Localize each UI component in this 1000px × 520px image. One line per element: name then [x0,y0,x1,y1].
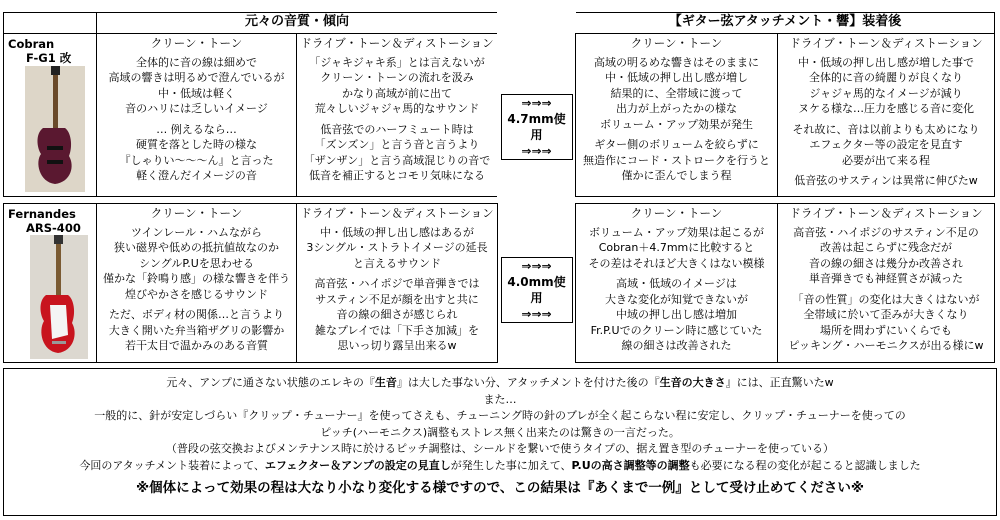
text-line: その差はそれほど大きくはない模様 [588,256,765,270]
text-line: 煌びやかさを感じるサウンド [125,287,268,301]
text-line: 若干太目で温かみのある音質 [125,339,268,352]
text-line: 大きな変化が知覚できないが [605,292,748,306]
text-line: 線の細さは改善された [621,339,732,352]
text-line: シングルP.Uを思わせる [139,256,254,270]
text-line: 中・低域の押し出し感が増した事で [798,55,974,69]
text-line: 「ズンズン」と言う音と言うより [314,138,480,151]
text-line: 必要が出て来る程 [842,153,930,167]
header-after: 【ギター弦アタッチメント・響】装着後 [575,12,995,34]
text-line: 出力が上がったかの様な [616,102,737,115]
text-line: 音のハリには乏しいイメージ [125,102,268,115]
summary-line-6: 今回のアタッチメント装着によって、エフェクター＆アンプの設定の見直しが発生した事に加えて、P.Uの高さ調整等の調整も必要になる程の変化が起こると認識しました [79,458,921,472]
summary-line-3: 一般的に、針が安定しづらい『クリップ・チューナー』を使ってさえも、チューニング時の針のブレが全く起こらない程に安定し、クリップ・チューナーを使っての [94,409,906,422]
text-line: 低音弦でのハーフミュート時は [320,122,474,136]
guitar-2-arrow: ⇒⇒⇒ 4.0mm使用 ⇒⇒⇒ [497,257,576,323]
guitar-1-orig-clean: クリーン・トーン 全体的に音の線は細めで 高域の響きは明るめで澄んでいるが 中・低域は軽く 音のハリには乏しいイメージ … 例えるなら… 硬質を落とした時の様な 『しゃりい～～～ん』と言った 軽く澄んだイメージの音 [96,33,297,197]
text-line: 雑なプレイでは「下手さ加減」を [314,323,479,337]
text-line: 「ザンザン」と言う高域混じりの音で [303,153,491,167]
guitar-1-arrow: ⇒⇒⇒ 4.7mm使用 ⇒⇒⇒ [497,94,576,160]
text-line: 音の線の細さが感じられ [336,308,458,321]
text-line: 全体的に音の線は細めで [136,55,257,69]
guitar-1-after-drive: ドライブ・トーン＆ディストーション 中・低域の押し出し感が増した事で 全体的に音の綺麗りが良くなり ジャジャ馬的なイメージが減り ヌケる様な…圧力を感じる音に変化 それ故に、音は以前よりも太めになり エフェクター等の設定を見直す 必要が出て来る程 低音弦のサスティンは異常に伸びたw [777,33,995,197]
guitar-1-orig-drive: ドライブ・トーン＆ディストーション 「ジャキジャキ系」とは言えないが クリーン・トーンの流れを汲み かなり高域が前に出て 荒々しいジャジャ馬的なサウンド 低音弦でのハーフミュート時は 「ズンズン」と言う音と言うより 「ザンザン」と言う高域混じりの音で 低音を補正するとコモリ気味になる [296,33,498,197]
text-line: 『しゃりい～～～ん』と言った [119,153,274,167]
text-line: 低音を補正するとコモリ気味になる [309,169,485,182]
disclaimer: ※個体によって効果の程は大なり小なり変化する様ですので、この結果は『あくまで一例』として受け止めてください※ [136,480,864,496]
text-line: 高域の明るめな響きはそのままに [594,55,759,69]
summary-line-1: 元々、アンプに通さない状態のエレキの『生音』は大した事ない分、アタッチメントを付けた後の『生音の大きさ』には、正直驚いたw [166,376,834,389]
guitar-1-name: Cobran F-G1 改 [8,37,72,65]
text-line: 僅かに歪んでしまう程 [621,169,732,182]
guitar-1-body [38,128,72,184]
text-line: … 例えるなら… [156,122,237,136]
text-line: 中域の押し出し感は増加 [616,308,737,321]
text-line: それ故に、音は以前よりも太めになり [792,122,980,136]
summary-line-5: （普段の弦交換およびメンテナンス時に於けるピッチ調整は、シールドを繋いで使うタイプの、据え置き型のチューナーを使っている） [165,442,835,455]
text-line: 場所を問わずにいくらでも [820,323,952,337]
name-column-top [3,12,97,34]
text-line: ツインレール・ハムながら [131,225,262,239]
guitar-2-orig-drive: ドライブ・トーン＆ディストーション 中・低域の押し出し感はあるが 3シングル・ストラトイメージの延長 と言えるサウンド 高音弦・ハイポジで単音弾きでは サスティン不足が顔を出すと共に 音の線の細さが感じられ 雑なプレイでは「下手さ加減」を 思いっ切り露呈出来るw [296,203,498,363]
text-line: ジャジャ馬的なイメージが減り [809,86,963,100]
text-line: 中・低域の押し出し感はあるが [320,225,474,239]
guitar-2-after-clean: クリーン・トーン ボリューム・アップ効果は起こるが Cobran＋4.7mmに比較すると その差はそれほど大きくはない模様 高域・低域のイメージは 大きな変化が知覚できないが 中域の押し出し感は増加 Fr.P.Uでのクリーン時に感じていた 線の細さは改善された [575,203,778,363]
text-line: 僅かな「鈴鳴り感」の様な響きを伴う [103,272,290,285]
text-line: 荒々しいジャジャ馬的なサウンド [314,102,480,115]
text-line: Fr.P.Uでのクリーン時に感じていた [590,323,763,337]
guitar-2-name: Fernandes ARS-400 [8,207,81,235]
text-line: エフェクター等の設定を見直す [809,138,963,151]
text-line: 中・低域の押し出し感が増し [605,71,748,84]
text-line: 軽く澄んだイメージの音 [136,169,257,182]
text-line: 大きく開いた弁当箱ザグリの影響か [108,323,285,337]
guitar-1-photo [25,66,85,192]
text-line: 思いっ切り露呈出来るw [337,339,457,352]
guitar-2-orig-clean: クリーン・トーン ツインレール・ハムながら 狭い磁界や低めの抵抗値故なのか シングルP.Uを思わせる 僅かな「鈴鳴り感」の様な響きを伴う 煌びやかさを感じるサウンド ただ、ボディ材の関係…と言うより 大きく開いた弁当箱ザグリの影響か 若干太目で温かみのある音質 [96,203,297,363]
text-line: 低音弦のサスティンは異常に伸びたw [794,174,978,187]
text-line: ギター側のボリュームを絞らずに [594,138,759,151]
text-line: 高音弦・ハイポジで単音弾きでは [314,277,480,290]
text-line: 結果的に、全帯域に渡って [610,86,743,100]
guitar-2-after-drive: ドライブ・トーン＆ディストーション 高音弦・ハイポジのサスティン不足の 改善は起こらずに残念だが 音の線の細さは幾分か改善され 単音弾きでも神経質さが減った 「音の性質」の変化は大きくはないが 全帯域に於いて歪みが大きくなり 場所を問わずにいくらでも ピッキング・ハーモニクスが出る様にw [777,203,995,363]
text-line: 全体的に音の綺麗りが良くなり [809,71,963,84]
text-line: ヌケる様な…圧力を感じる音に変化 [798,102,974,115]
summary-notes [3,368,997,516]
text-line: 高音弦・ハイポジのサスティン不足の [793,225,979,239]
text-line: ボリューム・アップ効果が発生 [600,117,753,131]
summary-line-4: ピッチ(ハーモニクス)調整もストレス無く出来たのは驚きの一言だった。 [320,425,680,439]
text-line: サスティン不足が顔を出すと共に [315,292,479,306]
text-line: ただ、ボディ材の関係…と言うより [108,308,285,321]
text-line: 単音弾きでも神経質さが減った [809,272,963,285]
text-line: と言えるサウンド [353,256,441,270]
text-line: 高域の響きは明るめで澄んでいるが [108,71,285,84]
text-line: ピッキング・ハーモニクスが出る様にw [788,339,984,352]
text-line: ボリューム・アップ効果は起こるが [589,225,764,239]
text-line: 全帯域に於いて歪みが大きくなり [803,308,969,321]
guitar-2-photo [30,235,88,359]
text-line: Cobran＋4.7mmに比較すると [598,241,755,254]
text-line: 3シングル・ストラトイメージの延長 [306,241,488,254]
text-line: 音の線の細さは幾分か改善され [809,256,963,270]
text-line: 改善は起こらずに残念だが [820,241,952,254]
text-line: 中・低域は軽く [158,86,235,100]
header-original: 元々の音質・傾向 [96,12,498,34]
text-line: かなり高域が前に出て [342,86,452,100]
text-line: クリーン・トーンの流れを汲み [320,71,474,84]
text-line: 「ジャキジャキ系」とは言えないが [309,55,485,69]
text-line: 無造作にコード・ストロークを行うと [583,153,770,167]
text-line: 狭い磁界や低めの抵抗値故なのか [114,241,279,254]
guitar-1-after-clean: クリーン・トーン 高域の明るめな響きはそのままに 中・低域の押し出し感が増し 結果的に、全帯域に渡って 出力が上がったかの様な ボリューム・アップ効果が発生 ギター側のボリュームを絞らずに 無造作にコード・ストロークを行うと 僅かに歪んでしまう程 [575,33,778,197]
text-line: 硬質を落とした時の様な [136,138,257,151]
summary-line-2: また… [483,392,517,406]
text-line: 高域・低域のイメージは [616,277,737,290]
text-line: 「音の性質」の変化は大きくはないが [792,292,980,306]
